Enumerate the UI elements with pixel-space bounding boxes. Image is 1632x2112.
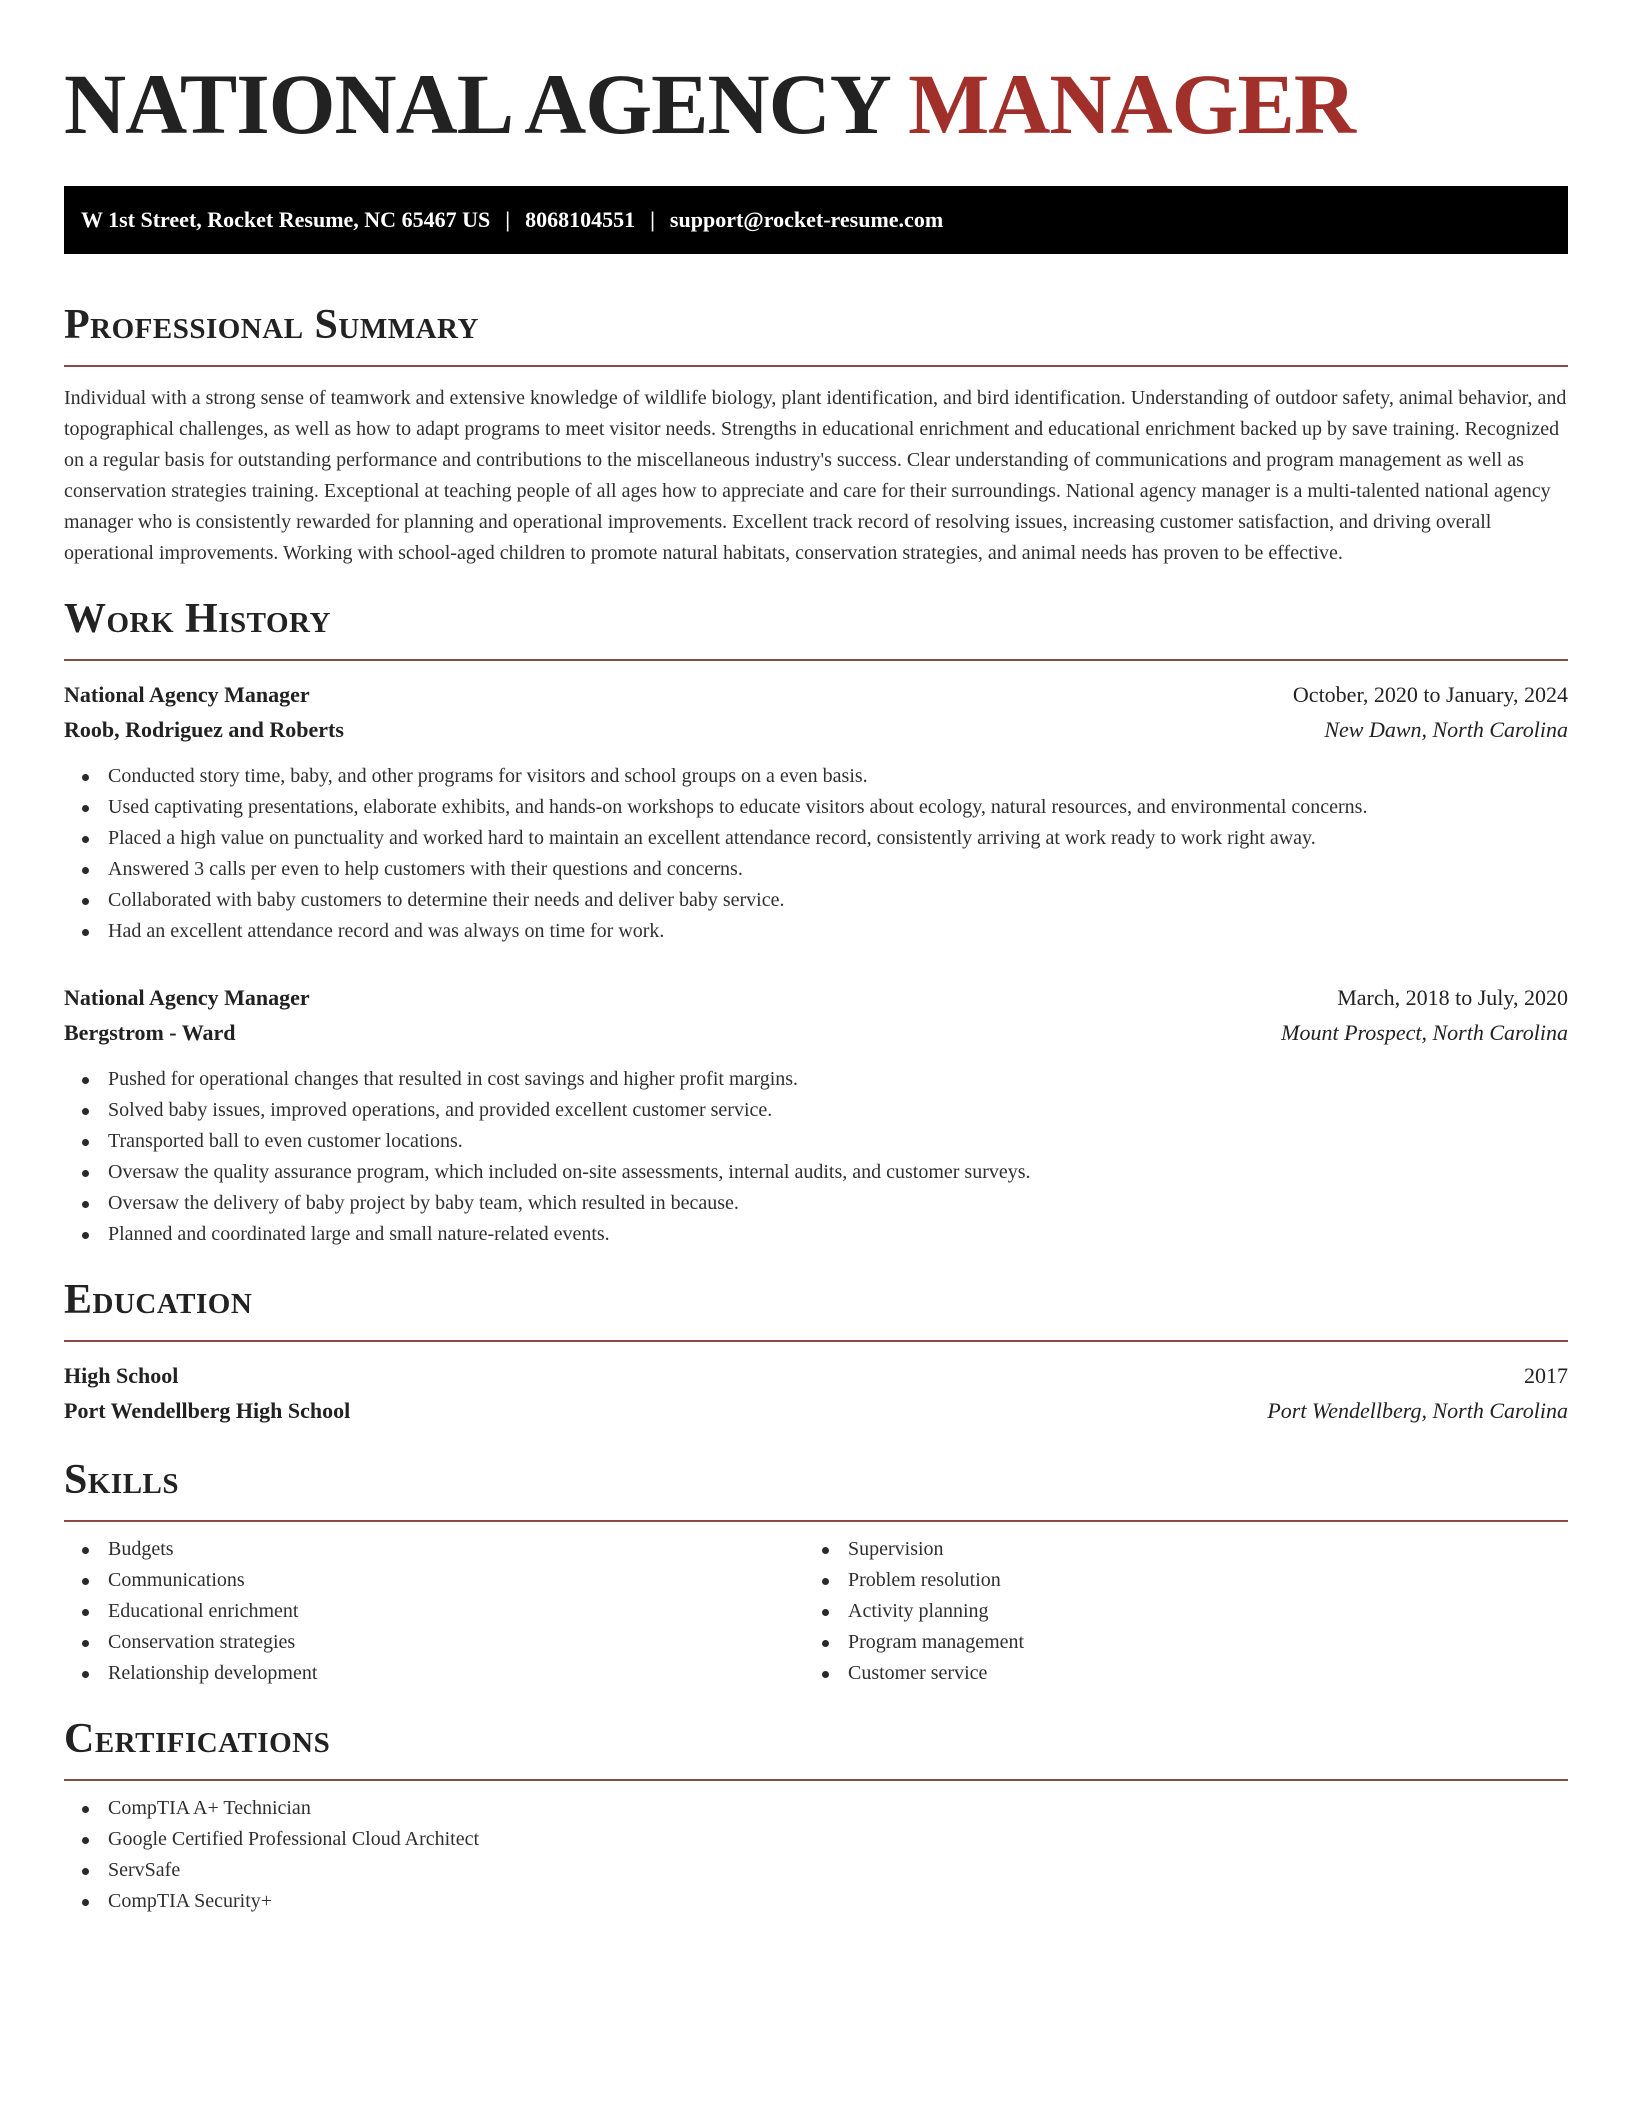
job-subheader [64, 712, 1568, 747]
contact-separator: | [650, 207, 655, 232]
education-subheader [64, 1393, 1568, 1428]
skills-section [64, 1452, 1568, 1689]
section-divider [64, 1779, 1568, 1781]
summary-section [64, 297, 1568, 569]
skill-item: Program management [804, 1627, 1544, 1658]
contact-email: support@rocket-resume.com [669, 207, 944, 232]
job-dates: March, 2018 to July, 2020 [1337, 985, 1568, 1010]
name-accent: MANAGER [908, 56, 1355, 152]
certifications-heading: Certifications [64, 1716, 331, 1762]
job-company: Bergstrom - Ward [64, 1020, 236, 1045]
section-divider [64, 659, 1568, 661]
certification-item: Google Certified Professional Cloud Architect [64, 1824, 1568, 1855]
list-item: Transported ball to even customer locations. [64, 1126, 1568, 1157]
list-item: Planned and coordinated large and small nature-related events. [64, 1219, 1568, 1250]
job-header [64, 980, 1568, 1015]
contact-address: W 1st Street, Rocket Resume, NC 65467 US [81, 207, 491, 232]
job-dates: October, 2020 to January, 2024 [1292, 682, 1568, 707]
list-item: Oversaw the quality assurance program, which included on-site assessments, internal audits, and customer surveys. [64, 1157, 1568, 1188]
job-entry [64, 677, 1568, 947]
education-entry [64, 1358, 1568, 1428]
list-item: Pushed for operational changes that resulted in cost savings and higher profit margins. [64, 1064, 1568, 1095]
work-history-section [64, 591, 1568, 1250]
job-subheader [64, 1015, 1568, 1050]
education-location: Port Wendellberg, North Carolina [1267, 1398, 1568, 1423]
section-divider [64, 1520, 1568, 1522]
section-divider [64, 1340, 1568, 1342]
certification-item: CompTIA Security+ [64, 1886, 1568, 1917]
certification-item: CompTIA A+ Technician [64, 1793, 1568, 1824]
job-role: National Agency Manager [64, 682, 310, 707]
list-item: Used captivating presentations, elaborate exhibits, and hands-on workshops to educate visitors about ecology, natural resources, and environmental concerns. [64, 792, 1568, 823]
certification-item: ServSafe [64, 1855, 1568, 1886]
skills-column-right [804, 1534, 1544, 1689]
list-item: Answered 3 calls per even to help customers with their questions and concerns. [64, 854, 1568, 885]
certifications-list [64, 1793, 1568, 1917]
skill-item: Communications [64, 1565, 804, 1596]
summary-text: Individual with a strong sense of teamwork and extensive knowledge of wildlife biology, plant identification, and bird identification. Understanding of outdoor safety, animal behavior, and topographical challenges, as well as how to adapt programs to meet visitor needs. Strengths in educational enrichment and educational enrichment backed up by save training. Recognized on a regular basis for outstanding performance and contributions to the miscellaneous industry's success. Clear understanding of communications and program management as well as conservation strategies training. Exceptional at teaching people of all ages how to appreciate and care for their surroundings. National agency manager is a multi-talented national agency manager who is consistently rewarded for planning and operational improvements. Excellent track record of resolving issues, increasing customer satisfaction, and driving overall operational improvements. Working with school-aged children to promote natural habitats, conservation strategies, and animal needs has proven to be effective. [64, 387, 1567, 564]
list-item: Had an excellent attendance record and was always on time for work. [64, 916, 1568, 947]
skills-heading: Skills [64, 1457, 180, 1503]
list-item: Placed a high value on punctuality and worked hard to maintain an excellent attendance record, consistently arriving at work ready to work right away. [64, 823, 1568, 854]
skills-grid [64, 1534, 1568, 1689]
skill-item: Educational enrichment [64, 1596, 804, 1627]
education-header [64, 1358, 1568, 1393]
work-history-heading: Work History [64, 596, 331, 642]
list-item: Collaborated with baby customers to determine their needs and deliver baby service. [64, 885, 1568, 916]
skill-item: Customer service [804, 1658, 1544, 1689]
resume-page [64, 56, 1568, 1917]
job-location: New Dawn, North Carolina [1324, 717, 1568, 742]
section-divider [64, 365, 1568, 367]
job-header [64, 677, 1568, 712]
education-year: 2017 [1524, 1363, 1568, 1388]
contact-phone: 8068104551 [525, 207, 636, 232]
list-item: Solved baby issues, improved operations, and provided excellent customer service. [64, 1095, 1568, 1126]
list-item: Oversaw the delivery of baby project by baby team, which resulted in because. [64, 1188, 1568, 1219]
job-bullets [64, 761, 1568, 947]
contact-bar [64, 186, 1568, 254]
skill-item: Budgets [64, 1534, 804, 1565]
name-main: NATIONAL AGENCY [64, 56, 888, 152]
job-role: National Agency Manager [64, 985, 310, 1010]
job-entry [64, 980, 1568, 1250]
job-bullets [64, 1064, 1568, 1250]
education-school: Port Wendellberg High School [64, 1398, 351, 1423]
skill-item: Activity planning [804, 1596, 1544, 1627]
summary-heading: Professional Summary [64, 302, 479, 348]
skill-item: Conservation strategies [64, 1627, 804, 1658]
skill-item: Relationship development [64, 1658, 804, 1689]
job-company: Roob, Rodriguez and Roberts [64, 717, 344, 742]
certifications-section [64, 1711, 1568, 1917]
education-heading: Education [64, 1277, 253, 1323]
education-degree: High School [64, 1363, 179, 1388]
resume-name [64, 56, 1568, 152]
skill-item: Problem resolution [804, 1565, 1544, 1596]
job-location: Mount Prospect, North Carolina [1281, 1020, 1568, 1045]
contact-separator: | [505, 207, 511, 232]
skill-item: Supervision [804, 1534, 1544, 1565]
list-item: Conducted story time, baby, and other programs for visitors and school groups on a even basis. [64, 761, 1568, 792]
skills-column-left [64, 1534, 804, 1689]
education-section [64, 1272, 1568, 1428]
